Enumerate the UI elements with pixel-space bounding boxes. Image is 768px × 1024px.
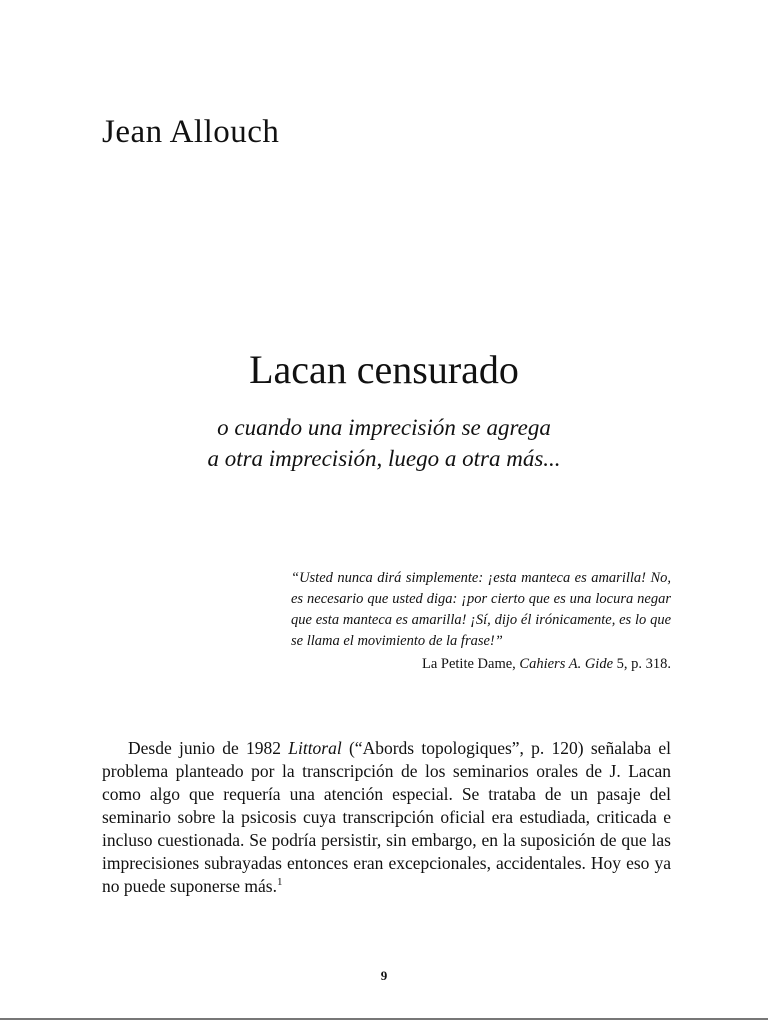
body-text-part-2: (“Abords topologiques”, p. 120) señalaba el problema planteado por la transcripción de los seminarios orales de J. Lacan como algo que requería una atención especial. Se trataba de un pasaje del seminario sobre la psicosis cuya transcripción oficial era estudiada, criticada e incluso cuestionada. Se podría persistir, sin embargo, en la suposición de que las imprecisiones subrayadas entonces eran excepcionales, accidentales. Hoy eso ya no puede suponerse más. — [102, 738, 671, 896]
journal-title: Littoral — [288, 738, 342, 758]
epigraph-source-author: La Petite Dame, — [421, 656, 516, 672]
epigraph-quote: “Usted nunca dirá simplemente: ¡esta manteca es amarilla! No, es necesario que usted diga: ¡por cierto que es una locura negar que esta manteca es amarilla! ¡Sí, dijo él irónicamente, es lo que se llama el movimiento de la frase!” — [291, 570, 671, 649]
subtitle-line-2: a otra imprecisión, luego a otra más... — [207, 446, 561, 471]
bottom-edge-rule — [0, 1018, 768, 1020]
footnote-marker: 1 — [276, 876, 283, 889]
epigraph-source — [291, 654, 671, 675]
epigraph-source-work: Cahiers A. Gide — [519, 656, 613, 672]
subtitle-line-1: o cuando una imprecisión se agrega — [217, 415, 551, 440]
body-paragraph — [102, 737, 671, 898]
chapter-title: Lacan censurado — [249, 347, 519, 392]
epigraph-source-ref: 5, p. 318. — [616, 656, 671, 672]
page-number: 9 — [380, 968, 388, 983]
chapter-subtitle — [0, 412, 768, 474]
epigraph — [291, 568, 671, 675]
body-text-part-1: Desde junio de 1982 — [128, 738, 289, 758]
author-name: Jean Allouch — [102, 114, 280, 150]
